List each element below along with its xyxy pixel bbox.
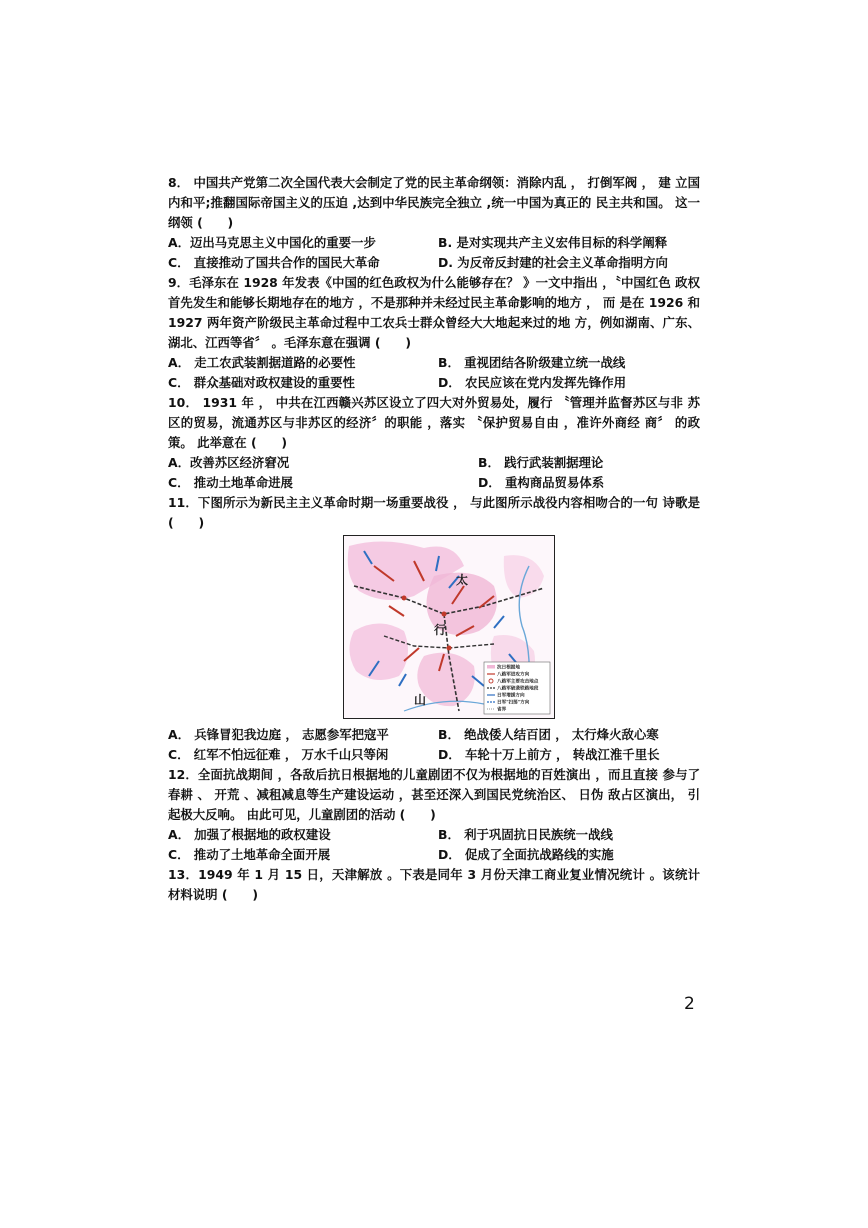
option-c: C． 红军不怕远征难 ， 万水千山只等闲 (168, 747, 389, 762)
exam-content (168, 173, 700, 905)
legend-item-3: 八路军主要攻击地点 (497, 679, 539, 685)
battle-map (343, 535, 555, 719)
option-c: C． 直接推动了国共合作的国民大革命 (168, 255, 380, 270)
question-11-options (168, 725, 700, 765)
map-label-xing: 行 (434, 623, 447, 637)
map-label-shan: 山 (414, 693, 427, 707)
option-a: A． 走工农武装割据道路的必要性 (168, 355, 356, 370)
option-a: A．改善苏区经济窘况 (168, 455, 290, 470)
option-b: B． 绝战倭人结百团 ， 太行烽火敌心寒 (438, 727, 659, 742)
question-13-stem: 13．1949 年 1 月 15 日，天津解放 。下表是同年 3 月份天津工商业复业情况统计 。该统计 材料说明 ( ) (168, 867, 700, 902)
option-d: D． 重构商品贸易体系 (478, 475, 605, 490)
question-12-options (168, 825, 700, 865)
option-c: C． 推动了土地革命全面开展 (168, 847, 331, 862)
option-d: D． 促成了全面抗战路线的实施 (438, 847, 614, 862)
page-number: 2 (684, 994, 695, 1014)
option-b: B． 践行武装割据理论 (478, 455, 604, 470)
option-c: C． 群众基础对政权建设的重要性 (168, 375, 355, 390)
question-11-stem: 11．下图所示为新民主主义革命时期一场重要战役 ， 与此图所示战役内容相吻合的一句 诗歌是 ( ) (168, 495, 700, 530)
legend-item-5: 日军增援方向 (497, 693, 525, 699)
option-b: B． 利于巩固抗日民族统一战线 (438, 827, 613, 842)
legend-item-6: 日军"扫荡"方向 (497, 700, 530, 706)
question-10-options (168, 453, 700, 493)
map-label-tai: 太 (456, 573, 469, 587)
battle-map-container (198, 535, 700, 719)
legend-item-4: 八路军破袭铁路地段 (497, 686, 539, 692)
map-legend (484, 662, 550, 714)
question-8-options (168, 233, 700, 273)
option-a: A． 兵锋冒犯我边庭 ， 志愿参军把寇平 (168, 727, 389, 742)
question-12-stem: 12．全面抗战期间 ，各敌后抗日根据地的儿童剧团不仅为根据地的百姓演出 ，而且直接 参与了春耕 、 开荒 、减租减息等生产建设运动 ，甚至还深入到国民党统治区、 日伪 敌占区演出， 引起极大反响。 由此可见，儿童剧团的活动 ( ) (168, 767, 700, 822)
question-9-options (168, 353, 700, 393)
legend-item-1: 抗日根据地 (497, 665, 520, 671)
option-a: A． 加强了根据地的政权建设 (168, 827, 331, 842)
option-d: D. 为反帝反封建的社会主义革命指明方向 (438, 255, 668, 270)
question-10-stem: 10． 1931 年 ， 中共在江西赣兴苏区设立了四大对外贸易处，履行 〝管理并监督苏区与非 苏区的贸易，流通苏区与非苏区的经济〞的职能 ，落实 〝保护贸易自由 ，准许外商经 商〞 的政策。 此举意在 ( ) (168, 395, 700, 450)
legend-item-7: 省界 (497, 707, 507, 713)
question-8-stem: 8． 中国共产党第二次全国代表大会制定了党的民主革命纲领：消除内乱 ， 打倒军阀 ， 建 立国内和平;推翻国际帝国主义的压迫 ,达到中华民族完全独立 ,统一中国为真正的 民主共和国。 这一纲领 ( ) (168, 175, 700, 230)
option-b: B. 是对实现共产主义宏伟目标的科学阐释 (438, 235, 668, 250)
option-c: C． 推动土地革命进展 (168, 475, 293, 490)
option-b: B． 重视团结各阶级建立统一战线 (438, 355, 626, 370)
question-9-stem: 9．毛泽东在 1928 年发表《中国的红色政权为什么能够存在？ 》一文中指出 ，〝中国红色 政权首先发生和能够长期地存在的地方 ，不是那种并未经过民主革命影响的地方 ， 而 是在 1926 和 1927 两年资产阶级民主革命过程中工农兵士群众曾经大大地起来过的地 方，例如湖南、广东、湖北、江西等省〞 。毛泽东意在强调 ( ) (168, 275, 700, 350)
legend-item-2: 八路军进攻方向 (497, 672, 530, 678)
option-d: D． 农民应该在党内发挥先锋作用 (438, 375, 627, 390)
option-a: A．迈出马克思主义中国化的重要一步 (168, 235, 376, 250)
option-d: D． 车轮十万上前方 ， 转战江淮千里长 (438, 747, 660, 762)
